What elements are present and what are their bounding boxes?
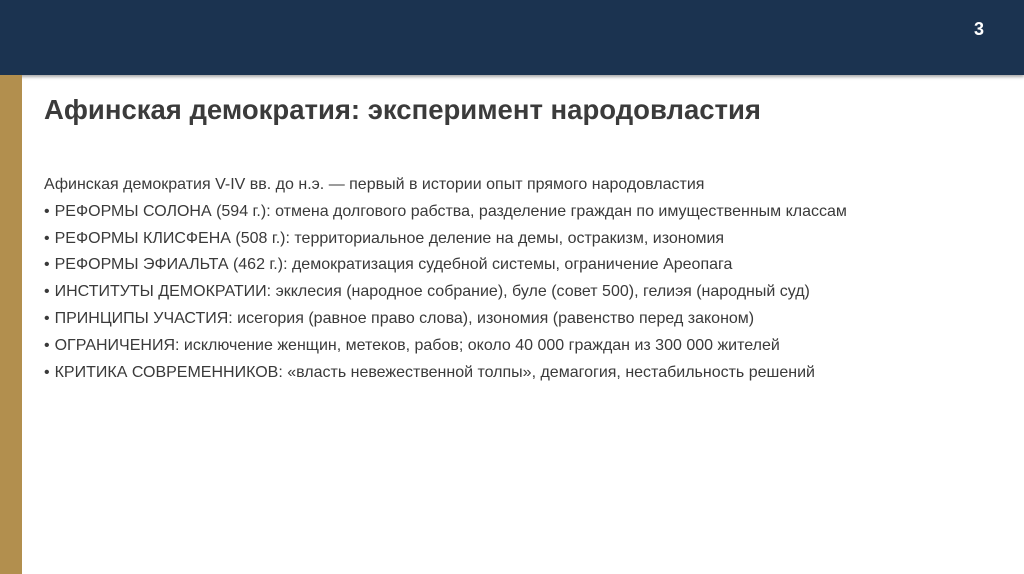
- bullet-marker: •: [44, 229, 50, 247]
- bullet-marker: •: [44, 256, 50, 274]
- bullet-item: [44, 226, 1004, 253]
- bullet-item: [44, 199, 1004, 226]
- bullet-text: ОГРАНИЧЕНИЯ: исключение женщин, метеков, рабов; около 40 000 граждан из 300 000 жителей: [54, 336, 780, 354]
- slide-title: Афинская демократия: эксперимент народовластия: [44, 94, 761, 125]
- bullet-text: РЕФОРМЫ СОЛОНА (594 г.): отмена долгового рабства, разделение граждан по имущественным классам: [54, 202, 847, 220]
- bullet-text: ПРИНЦИПЫ УЧАСТИЯ: исегория (равное право слова), изономия (равенство перед законом): [54, 309, 755, 327]
- bullet-text: РЕФОРМЫ КЛИСФЕНА (508 г.): территориальное деление на демы, остракизм, изономия: [54, 229, 725, 247]
- bullet-text: РЕФОРМЫ ЭФИАЛЬТА (462 г.): демократизация судебной системы, ограничение Ареопага: [54, 256, 733, 274]
- slide-content: [44, 172, 1004, 386]
- bullet-item: [44, 306, 1004, 333]
- page-number: 3: [973, 19, 984, 39]
- bullet-marker: •: [44, 363, 50, 381]
- bullet-item: [44, 333, 1004, 360]
- bullet-item: [44, 252, 1004, 279]
- bullet-item: [44, 360, 1004, 387]
- bullet-marker: •: [44, 202, 50, 220]
- side-accent-bar: [0, 75, 22, 574]
- bullet-marker: •: [44, 336, 50, 354]
- bullet-text: ИНСТИТУТЫ ДЕМОКРАТИИ: экклесия (народное собрание), буле (совет 500), гелиэя (народный суд): [54, 283, 810, 301]
- bullet-marker: •: [44, 283, 50, 301]
- bullet-item: [44, 279, 1004, 306]
- header-bar: [0, 0, 1024, 75]
- bullet-text: КРИТИКА СОВРЕМЕННИКОВ: «власть невежественной толпы», демагогия, нестабильность решений: [54, 363, 815, 381]
- bullet-marker: •: [44, 309, 50, 327]
- intro-text: Афинская демократия V-IV вв. до н.э. — первый в истории опыт прямого народовластия: [44, 176, 705, 193]
